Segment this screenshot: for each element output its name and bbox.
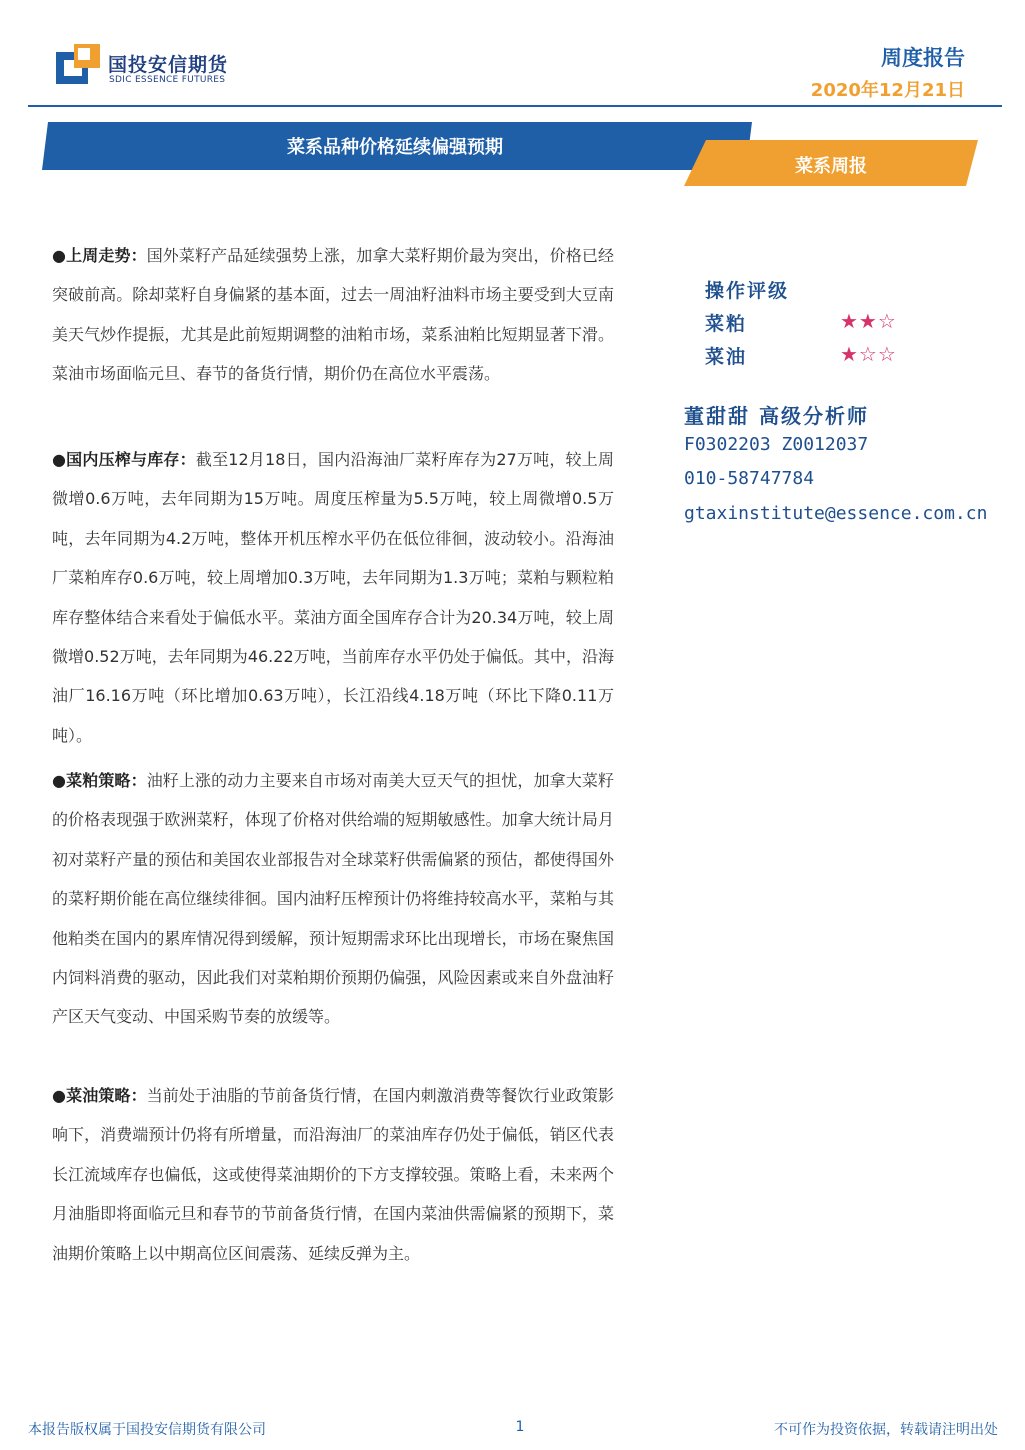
report-category: 菜系周报 — [795, 156, 867, 177]
analyst-email[interactable]: gtaxinstitute@essence.com.cn — [684, 503, 988, 524]
bullet-icon: ● — [52, 246, 67, 265]
section-separator: ： — [130, 1086, 147, 1105]
section-separator: ： — [179, 450, 196, 469]
bullet-icon: ● — [52, 771, 67, 790]
analyst-license: F0302203 Z0012037 — [684, 434, 869, 455]
bullet-icon: ● — [52, 1086, 67, 1105]
section-separator: ： — [130, 771, 147, 790]
bullet-icon: ● — [52, 450, 67, 469]
footer-disclaimer: 不可作为投资依据，转载请注明出处 — [774, 1422, 998, 1438]
section-meal-strategy — [52, 761, 614, 1037]
rating-item-meal-name: 菜粕 — [705, 313, 748, 335]
footer-copyright: 本报告版权属于国投安信期货有限公司 — [28, 1422, 266, 1438]
section-crushing-inventory — [52, 440, 614, 755]
section-text: 截至12月18日，国内沿海油厂菜籽库存为27万吨，较上周微增0.6万吨，去年同期为15万吨。周度压榨量为5.5万吨，较上周微增0.5万吨，去年同期为4.2万吨，整体开机压榨水平仍在低位徘徊，波动较小。沿海油厂菜粕库存0.6万吨，较上周增加0.3万吨，去年同期为1.3万吨；菜粕与颗粒粕库存整体结合来看处于偏低水平。菜油方面全国库存合计为20.34万吨，较上周微增0.52万吨，去年同期为46.22万吨，当前库存水平仍处于偏低。其中，沿海油厂16.16万吨（环比增加0.63万吨），长江沿线4.18万吨（环比下降0.11万吨）。 — [52, 450, 614, 745]
page-number: 1 — [515, 1419, 525, 1435]
section-separator: ： — [130, 246, 147, 265]
header-divider — [28, 105, 1002, 107]
company-name-cn: 国投安信期货 — [108, 54, 229, 76]
company-name-en: SDIC ESSENCE FUTURES — [109, 75, 226, 85]
report-type: 周度报告 — [881, 46, 965, 70]
section-text: 国外菜籽产品延续强势上涨，加拿大菜籽期价最为突出，价格已经突破前高。除却菜籽自身偏紧的基本面，过去一周油籽油料市场主要受到大豆南美天气炒作提振，尤其是此前短期调整的油粕市场，菜系油粕比短期显著下滑。菜油市场面临元旦、春节的备货行情，期价仍在高位水平震荡。 — [52, 246, 614, 384]
analyst-name: 董甜甜 高级分析师 — [684, 404, 869, 428]
section-heading: 菜粕策略 — [66, 771, 131, 790]
rating-item-oil-stars-icon: ★☆☆ — [840, 342, 897, 366]
rating-item-meal-stars-icon: ★★☆ — [840, 309, 897, 333]
report-title: 菜系品种价格延续偏强预期 — [287, 137, 503, 158]
rating-title: 操作评级 — [705, 280, 790, 302]
analyst-phone: 010-58747784 — [684, 468, 815, 489]
rating-item-oil-name: 菜油 — [705, 346, 748, 368]
report-date: 2020年12月21日 — [810, 80, 965, 101]
company-logo-icon — [56, 44, 100, 84]
section-weekly-trend — [52, 236, 614, 394]
section-heading: 菜油策略 — [66, 1086, 131, 1105]
section-oil-strategy — [52, 1076, 614, 1273]
section-heading: 国内压榨与库存 — [66, 450, 180, 469]
section-text: 油籽上涨的动力主要来自市场对南美大豆天气的担忧，加拿大菜籽的价格表现强于欧洲菜籽，体现了价格对供给端的短期敏感性。加拿大统计局月初对菜籽产量的预估和美国农业部报告对全球菜籽供需偏紧的预估，都使得国外的菜籽期价能在高位继续徘徊。国内油籽压榨预计仍将维持较高水平，菜粕与其他粕类在国内的累库情况得到缓解，预计短期需求环比出现增长，市场在聚焦国内饲料消费的驱动，因此我们对菜粕期价预期仍偏强，风险因素或来自外盘油籽产区天气变动、中国采购节奏的放缓等。 — [52, 771, 614, 1027]
section-heading: 上周走势 — [66, 246, 131, 265]
section-text: 当前处于油脂的节前备货行情，在国内刺激消费等餐饮行业政策影响下，消费端预计仍将有所增量，而沿海油厂的菜油库存仍处于偏低，销区代表长江流域库存也偏低，这或使得菜油期价的下方支撑较强。策略上看，未来两个月油脂即将面临元旦和春节的节前备货行情，在国内菜油供需偏紧的预期下，菜油期价策略上以中期高位区间震荡、延续反弹为主。 — [52, 1086, 614, 1263]
